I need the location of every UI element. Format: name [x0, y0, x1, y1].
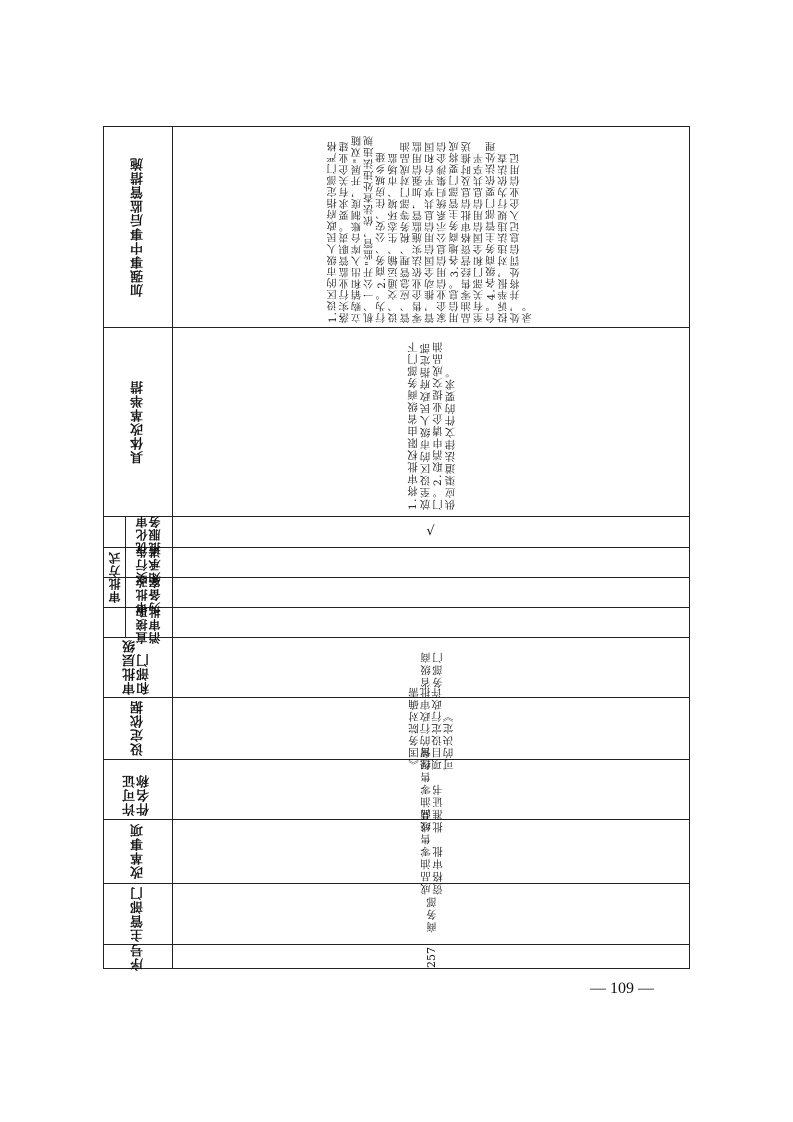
- page-number: — 109 —: [590, 980, 654, 997]
- header-license: 许可证件名称: [123, 774, 152, 816]
- cell-mode-record: [172, 577, 691, 607]
- cell-license: 成品油零售经营 批准证书: [419, 745, 444, 833]
- header-mode-record: 审批改为备案: [134, 575, 162, 614]
- approval-table: [103, 126, 690, 969]
- cell-item: 成品油零售经营 资格审批: [419, 807, 444, 895]
- header-seq: 序号: [130, 943, 146, 971]
- cell-level: 省级商务部门: [419, 650, 444, 688]
- header-level: 审批层级和部门: [123, 639, 152, 695]
- header-basis: 设定依据: [130, 700, 146, 756]
- header-measures: 具体改革举措: [130, 379, 146, 464]
- cell-mode-optimize: √: [426, 523, 437, 539]
- header-dept: 主管部门: [130, 885, 146, 942]
- cell-dept: 商务部: [425, 894, 438, 933]
- header-approval-mode: 审批方式: [108, 550, 122, 603]
- cell-mode-cancel: [172, 607, 691, 637]
- cell-seq: 257: [424, 946, 438, 968]
- cell-supervision: 1.设区的市级人民政府指定部门严格落实行业监管职责。要求有关企业建立购销和出入库台账制度，开展"双随机、一公开"监管，依法查处违法违规行为。2.商务、公安、住房城乡建设、交通运输、生态环境、市场监管、应急管理、税务等部门对成品油零售企业依法实施监管，加强信用监管，推动全国信用信息共享平台和国家企业信用信息公示系统归集涉企信用信息。3.各地商务主管部门要将成品油零售经营资格审批信息及时推送至有关部门和全国信用信息共享平台。4.各级商务主管部门要依法处理投诉举报，对违法违规行为依法查处，并将处罚信息记入企业信用记录。: [327, 134, 535, 323]
- header-item: 改革事项: [130, 823, 146, 879]
- cell-mode-notify: [172, 547, 691, 577]
- header-mode-cancel: 直接取消审批: [134, 605, 162, 644]
- header-mode-optimize: 优化审批服务: [134, 514, 162, 554]
- cell-basis: 《国务院对确需 保留的行政审批 项目设定行政许 可的决定》: [407, 686, 454, 770]
- header-supervision: 加强事中事后监管措施: [130, 157, 146, 297]
- cell-measures: 1.将审批权限由省级商务部门下放至设区的市级人民政府指定部门。2.取消申请企业提交成品油供应渠道法律文件的要求。: [406, 340, 456, 510]
- header-mode-notify: 实行告知承诺: [134, 545, 162, 584]
